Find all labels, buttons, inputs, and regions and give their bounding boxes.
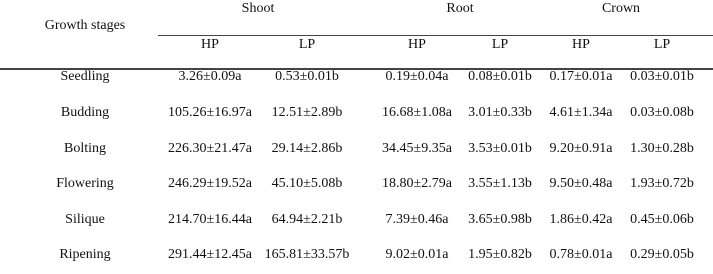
table-cell: 3.26±0.09a bbox=[178, 69, 242, 84]
stage-label: Ripening bbox=[59, 247, 111, 262]
subheader-lp: LP bbox=[491, 37, 509, 52]
table-cell: 18.80±2.79a bbox=[382, 176, 452, 191]
group-header-shoot: Shoot bbox=[241, 1, 275, 16]
table-cell: 0.08±0.01b bbox=[468, 69, 532, 84]
table-cell: 9.20±0.91a bbox=[549, 141, 613, 156]
table-cell: 3.55±1.13b bbox=[468, 176, 532, 191]
table-cell: 0.19±0.04a bbox=[385, 69, 449, 84]
table-cell: 1.95±0.82b bbox=[468, 247, 532, 262]
table-cell: 214.70±16.44a bbox=[168, 212, 252, 227]
table-cell: 4.61±1.34a bbox=[549, 105, 613, 120]
table-cell: 45.10±5.08b bbox=[271, 176, 343, 191]
table-cell: 0.03±0.01b bbox=[630, 69, 694, 84]
group-header-crown: Crown bbox=[601, 1, 641, 16]
table-cell: 226.30±21.47a bbox=[168, 141, 252, 156]
header-rule bbox=[158, 35, 713, 36]
table-cell: 291.44±12.45a bbox=[168, 247, 252, 262]
table-cell: 7.39±0.46a bbox=[385, 212, 449, 227]
table-cell: 165.81±33.57b bbox=[264, 247, 350, 262]
table-cell: 0.53±0.01b bbox=[275, 69, 339, 84]
table-cell: 105.26±16.97a bbox=[168, 105, 252, 120]
row-header-label: Growth stages bbox=[44, 18, 126, 33]
table-cell: 3.01±0.33b bbox=[468, 105, 532, 120]
table-cell: 0.45±0.06b bbox=[630, 212, 694, 227]
table-cell: 3.53±0.01b bbox=[468, 141, 532, 156]
table-cell: 0.29±0.05b bbox=[630, 247, 694, 262]
group-header-root: Root bbox=[446, 1, 474, 16]
table-cell: 3.65±0.98b bbox=[468, 212, 532, 227]
stage-label: Silique bbox=[65, 212, 105, 227]
stage-label: Budding bbox=[60, 105, 110, 120]
table-cell: 12.51±2.89b bbox=[271, 105, 343, 120]
stage-label: Seedling bbox=[60, 69, 110, 84]
subheader-hp: HP bbox=[572, 37, 590, 52]
table-cell: 16.68±1.08a bbox=[382, 105, 452, 120]
table-cell: 9.02±0.01a bbox=[385, 247, 449, 262]
subheader-lp: LP bbox=[298, 37, 316, 52]
table-cell: 1.86±0.42a bbox=[549, 212, 613, 227]
stage-label: Bolting bbox=[63, 141, 107, 156]
subheader-lp: LP bbox=[653, 37, 671, 52]
subheader-hp: HP bbox=[408, 37, 426, 52]
table-cell: 0.17±0.01a bbox=[549, 69, 613, 84]
table-cell: 0.78±0.01a bbox=[549, 247, 613, 262]
table-cell: 0.03±0.08b bbox=[630, 105, 694, 120]
table-cell: 29.14±2.86b bbox=[271, 141, 343, 156]
table-cell: 34.45±9.35a bbox=[382, 141, 452, 156]
table-cell: 1.30±0.28b bbox=[630, 141, 694, 156]
table-cell: 246.29±19.52a bbox=[168, 176, 252, 191]
table-cell: 9.50±0.48a bbox=[549, 176, 613, 191]
table-cell: 1.93±0.72b bbox=[630, 176, 694, 191]
table-cell: 64.94±2.21b bbox=[271, 212, 343, 227]
stage-label: Flowering bbox=[56, 176, 114, 191]
subheader-hp: HP bbox=[201, 37, 219, 52]
